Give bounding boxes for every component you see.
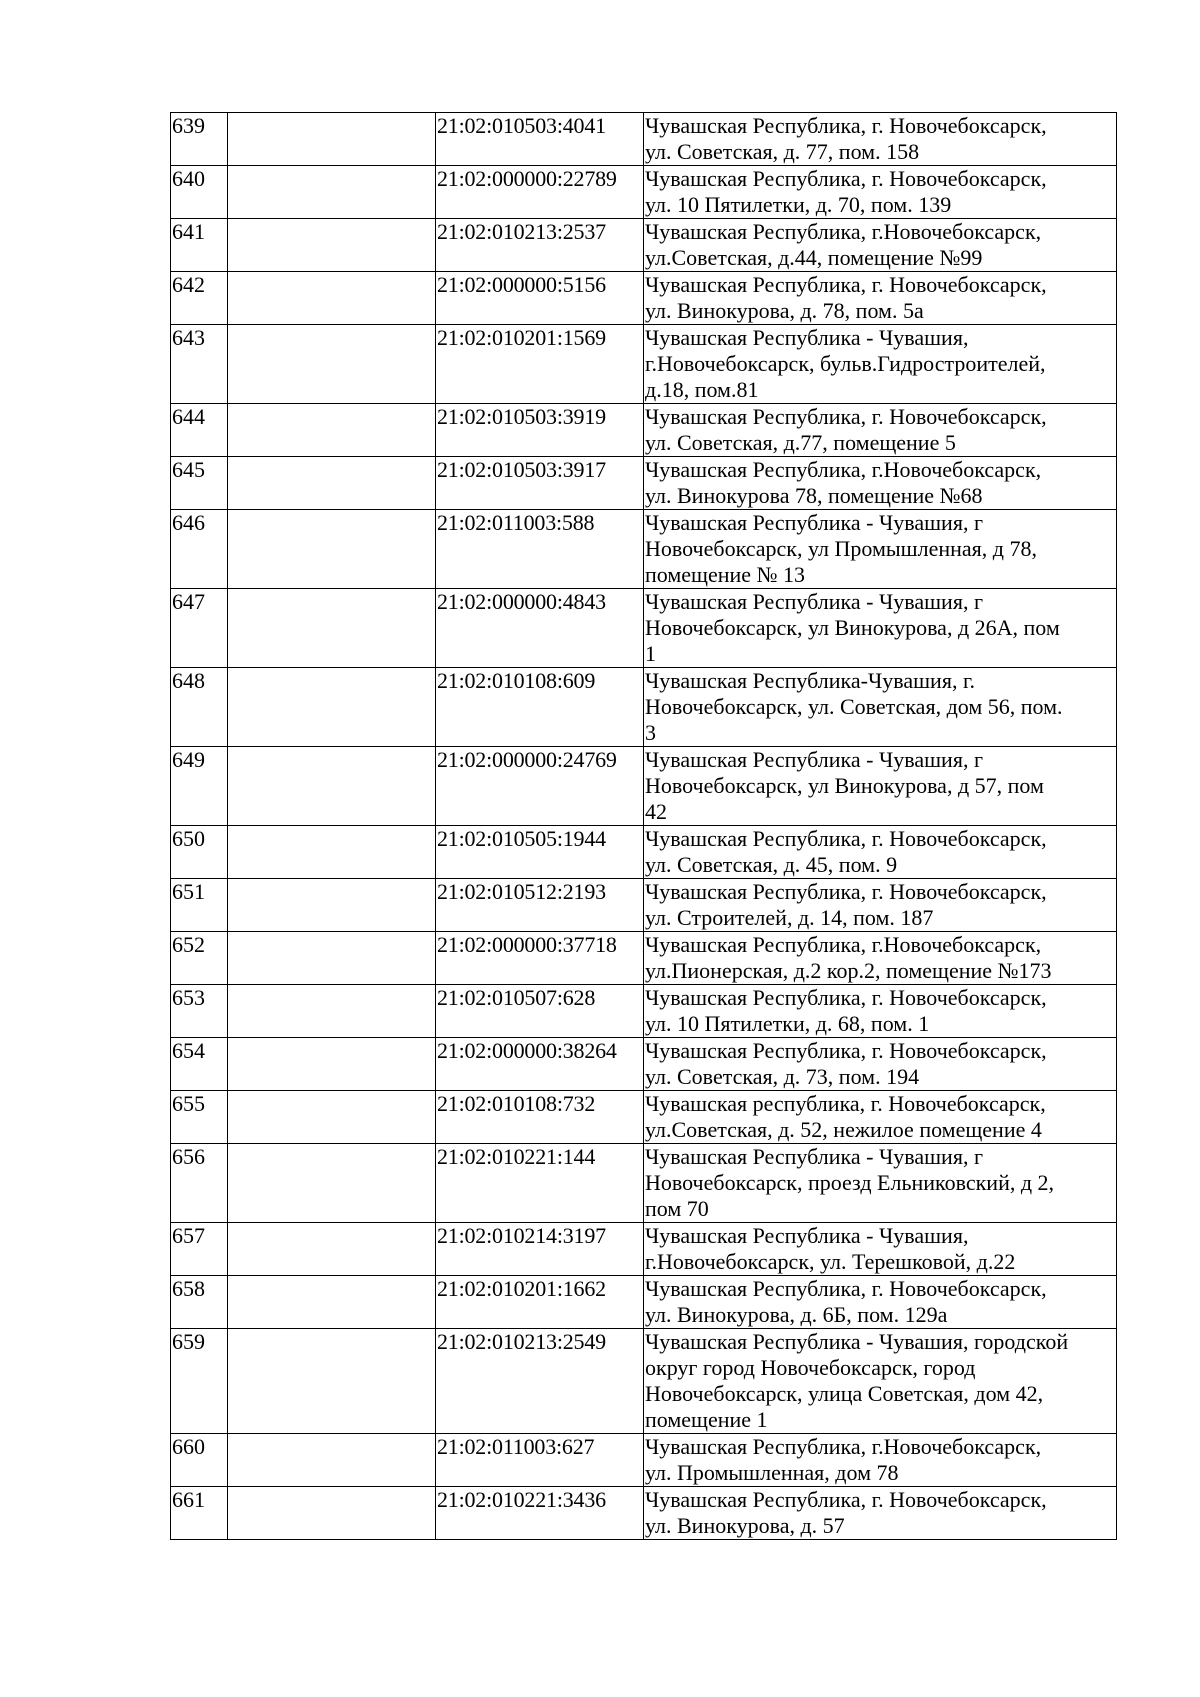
cadastral-number: 21:02:010221:3436 — [436, 1487, 644, 1540]
property-address: Чувашская Республика, г. Новочебоксарск, ул. Винокурова, д. 6Б, пом. 129а — [644, 1276, 1117, 1329]
property-address: Чувашская Республика, г.Новочебоксарск, ул. Промышленная, дом 78 — [644, 1434, 1117, 1487]
property-address: Чувашская Республика - Чувашия, г Новочебоксарск, ул Винокурова, д 57, пом 42 — [644, 747, 1117, 826]
table-row — [171, 1038, 1117, 1091]
table-row — [171, 219, 1117, 272]
table-row — [171, 457, 1117, 510]
empty-cell — [228, 985, 436, 1038]
document-page — [170, 112, 1117, 1540]
empty-cell — [228, 1487, 436, 1540]
property-address: Чувашская Республика, г. Новочебоксарск, ул. Советская, д.77, помещение 5 — [644, 404, 1117, 457]
empty-cell — [228, 325, 436, 404]
cadastral-number: 21:02:010503:4041 — [436, 113, 644, 166]
empty-cell — [228, 219, 436, 272]
empty-cell — [228, 1038, 436, 1091]
table-row — [171, 879, 1117, 932]
cadastral-number: 21:02:010108:609 — [436, 668, 644, 747]
table-row — [171, 113, 1117, 166]
row-number: 655 — [171, 1091, 228, 1144]
property-address: Чувашская Республика - Чувашия, г.Новочебоксарск, бульв.Гидростроителей, д.18, пом.81 — [644, 325, 1117, 404]
property-address: Чувашская Республика, г.Новочебоксарск, ул. Винокурова 78, помещение №68 — [644, 457, 1117, 510]
registry-body — [171, 113, 1117, 1540]
table-row — [171, 668, 1117, 747]
table-row — [171, 985, 1117, 1038]
cadastral-number: 21:02:010505:1944 — [436, 826, 644, 879]
table-row — [171, 1276, 1117, 1329]
table-row — [171, 272, 1117, 325]
empty-cell — [228, 272, 436, 325]
table-row — [171, 1487, 1117, 1540]
row-number: 657 — [171, 1223, 228, 1276]
property-address: Чувашская Республика, г. Новочебоксарск, ул. Советская, д. 73, пом. 194 — [644, 1038, 1117, 1091]
cadastral-number: 21:02:000000:22789 — [436, 166, 644, 219]
table-row — [171, 1144, 1117, 1223]
row-number: 660 — [171, 1434, 228, 1487]
property-address: Чувашская Республика, г. Новочебоксарск, ул. Винокурова, д. 78, пом. 5а — [644, 272, 1117, 325]
property-address: Чувашская Республика, г. Новочебоксарск, ул. Винокурова, д. 57 — [644, 1487, 1117, 1540]
empty-cell — [228, 1329, 436, 1434]
property-address: Чувашская Республика, г.Новочебоксарск, ул.Пионерская, д.2 кор.2, помещение №173 — [644, 932, 1117, 985]
row-number: 654 — [171, 1038, 228, 1091]
property-registry-table — [170, 112, 1117, 1540]
row-number: 646 — [171, 510, 228, 589]
row-number: 644 — [171, 404, 228, 457]
property-address: Чувашская Республика - Чувашия, г.Новочебоксарск, ул. Терешковой, д.22 — [644, 1223, 1117, 1276]
property-address: Чувашская Республика - Чувашия, городской округ город Новочебоксарск, город Новочебоксарск, улица Советская, дом 42, помещение 1 — [644, 1329, 1117, 1434]
cadastral-number: 21:02:000000:37718 — [436, 932, 644, 985]
cadastral-number: 21:02:010213:2537 — [436, 219, 644, 272]
row-number: 656 — [171, 1144, 228, 1223]
empty-cell — [228, 826, 436, 879]
property-address: Чувашская Республика, г. Новочебоксарск, ул. Строителей, д. 14, пом. 187 — [644, 879, 1117, 932]
empty-cell — [228, 1223, 436, 1276]
table-row — [171, 1223, 1117, 1276]
cadastral-number: 21:02:010507:628 — [436, 985, 644, 1038]
property-address: Чувашская Республика - Чувашия, г Новочебоксарск, проезд Ельниковский, д 2, пом 70 — [644, 1144, 1117, 1223]
table-row — [171, 325, 1117, 404]
empty-cell — [228, 589, 436, 668]
property-address: Чувашская Республика-Чувашия, г. Новочебоксарск, ул. Советская, дом 56, пом. 3 — [644, 668, 1117, 747]
property-address: Чувашская Республика - Чувашия, г Новочебоксарск, ул Винокурова, д 26А, пом 1 — [644, 589, 1117, 668]
cadastral-number: 21:02:010214:3197 — [436, 1223, 644, 1276]
property-address: Чувашская Республика, г.Новочебоксарск, ул.Советская, д.44, помещение №99 — [644, 219, 1117, 272]
property-address: Чувашская Республика, г. Новочебоксарск, ул. Советская, д. 45, пом. 9 — [644, 826, 1117, 879]
row-number: 652 — [171, 932, 228, 985]
empty-cell — [228, 510, 436, 589]
row-number: 649 — [171, 747, 228, 826]
table-row — [171, 404, 1117, 457]
table-row — [171, 826, 1117, 879]
empty-cell — [228, 457, 436, 510]
empty-cell — [228, 113, 436, 166]
cadastral-number: 21:02:010221:144 — [436, 1144, 644, 1223]
table-row — [171, 1434, 1117, 1487]
table-row — [171, 510, 1117, 589]
table-row — [171, 747, 1117, 826]
empty-cell — [228, 932, 436, 985]
row-number: 658 — [171, 1276, 228, 1329]
property-address: Чувашская Республика - Чувашия, г Новочебоксарск, ул Промышленная, д 78, помещение № 13 — [644, 510, 1117, 589]
empty-cell — [228, 1091, 436, 1144]
cadastral-number: 21:02:010503:3919 — [436, 404, 644, 457]
property-address: Чувашская Республика, г. Новочебоксарск, ул. 10 Пятилетки, д. 70, пом. 139 — [644, 166, 1117, 219]
table-row — [171, 166, 1117, 219]
empty-cell — [228, 1276, 436, 1329]
cadastral-number: 21:02:010201:1569 — [436, 325, 644, 404]
empty-cell — [228, 747, 436, 826]
cadastral-number: 21:02:011003:627 — [436, 1434, 644, 1487]
row-number: 659 — [171, 1329, 228, 1434]
row-number: 640 — [171, 166, 228, 219]
cadastral-number: 21:02:010108:732 — [436, 1091, 644, 1144]
empty-cell — [228, 166, 436, 219]
row-number: 643 — [171, 325, 228, 404]
property-address: Чувашская республика, г. Новочебоксарск, ул.Советская, д. 52, нежилое помещение 4 — [644, 1091, 1117, 1144]
table-row — [171, 932, 1117, 985]
empty-cell — [228, 668, 436, 747]
row-number: 661 — [171, 1487, 228, 1540]
row-number: 641 — [171, 219, 228, 272]
cadastral-number: 21:02:011003:588 — [436, 510, 644, 589]
row-number: 653 — [171, 985, 228, 1038]
cadastral-number: 21:02:000000:24769 — [436, 747, 644, 826]
table-row — [171, 589, 1117, 668]
row-number: 647 — [171, 589, 228, 668]
row-number: 645 — [171, 457, 228, 510]
row-number: 639 — [171, 113, 228, 166]
row-number: 642 — [171, 272, 228, 325]
property-address: Чувашская Республика, г. Новочебоксарск, ул. 10 Пятилетки, д. 68, пом. 1 — [644, 985, 1117, 1038]
table-row — [171, 1329, 1117, 1434]
empty-cell — [228, 879, 436, 932]
cadastral-number: 21:02:010512:2193 — [436, 879, 644, 932]
cadastral-number: 21:02:010213:2549 — [436, 1329, 644, 1434]
row-number: 651 — [171, 879, 228, 932]
cadastral-number: 21:02:000000:5156 — [436, 272, 644, 325]
empty-cell — [228, 1144, 436, 1223]
property-address: Чувашская Республика, г. Новочебоксарск, ул. Советская, д. 77, пом. 158 — [644, 113, 1117, 166]
cadastral-number: 21:02:000000:38264 — [436, 1038, 644, 1091]
empty-cell — [228, 1434, 436, 1487]
empty-cell — [228, 404, 436, 457]
cadastral-number: 21:02:010201:1662 — [436, 1276, 644, 1329]
cadastral-number: 21:02:000000:4843 — [436, 589, 644, 668]
table-row — [171, 1091, 1117, 1144]
cadastral-number: 21:02:010503:3917 — [436, 457, 644, 510]
row-number: 648 — [171, 668, 228, 747]
row-number: 650 — [171, 826, 228, 879]
